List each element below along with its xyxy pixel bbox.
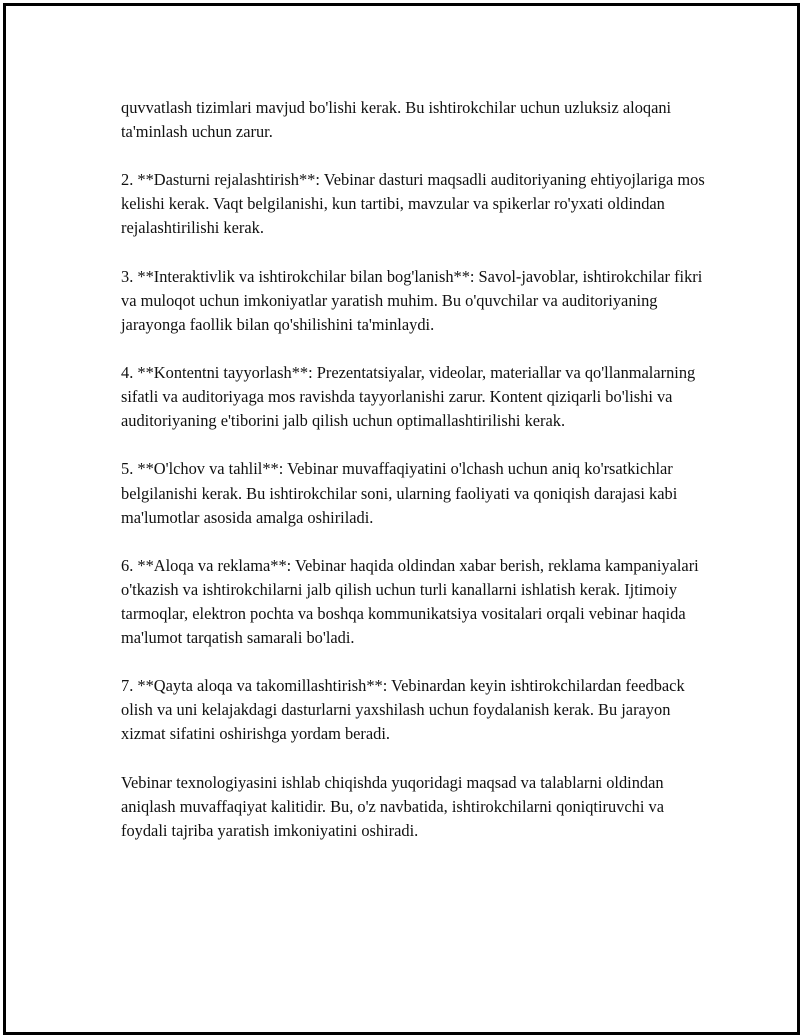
paragraph-continuation: quvvatlash tizimlari mavjud bo'lishi kerak. Bu ishtirokchilar uchun uzluksiz aloqani ta'minlash uchun zarur.	[121, 98, 672, 142]
page-frame	[3, 3, 800, 1035]
paragraph-item-5: 5. **O'lchov va tahlil**: Vebinar muvaffaqiyatini o'lchash uchun aniq ko'rsatkichlar belgilanishi kerak. Bu ishtirokchilar soni, ularning faoliyati va qoniqish darajasi kabi ma'lumotlar asosida amalga oshiriladi.	[121, 459, 678, 527]
paragraph-item-3: 3. **Interaktivlik va ishtirokchilar bilan bog'lanish**: Savol-javoblar, ishtirokchilar fikri va muloqot uchun imkoniyatlar yaratish muhim. Bu o'quvchilar va auditoriyaning jarayonga faollik bilan qo'shilishini ta'minlaydi.	[121, 266, 703, 334]
paragraph-conclusion: Vebinar texnologiyasini ishlab chiqishda yuqoridagi maqsad va talablarni oldindan aniqlash muvaffaqiyat kalitidir. Bu, o'z navbatida, ishtirokchilarni qoniqtiruvchi va foydali tajriba yaratish imkoniyatini oshiradi.	[121, 772, 664, 840]
document-body	[121, 96, 706, 843]
paragraph-item-7: 7. **Qayta aloqa va takomillashtirish**: Vebinardan keyin ishtirokchilardan feedback olish va uni kelajakdagi dasturlarni yaxshilash uchun foydalanish kerak. Bu jarayon xizmat sifatini oshirishga yordam beradi.	[121, 676, 685, 744]
paragraph-item-4: 4. **Kontentni tayyorlash**: Prezentatsiyalar, videolar, materiallar va qo'llanmalarning sifatli va auditoriyaga mos ravishda tayyorlanishi zarur. Kontent qiziqarli bo'lishi va auditoriyaning e'tiborini jalb qilish uchun optimallashtirilishi kerak.	[121, 363, 696, 431]
paragraph-item-2: 2. **Dasturni rejalashtirish**: Vebinar dasturi maqsadli auditoriyaning ehtiyojlariga mos kelishi kerak. Vaqt belgilanishi, kun tartibi, mavzular va spikerlar ro'yxati oldindan rejalashtirilishi kerak.	[121, 170, 705, 238]
paragraph-item-6: 6. **Aloqa va reklama**: Vebinar haqida oldindan xabar berish, reklama kampaniyalari o'tkazish va ishtirokchilarni jalb qilish uchun turli kanallarni ishlatish kerak. Ijtimoiy tarmoqlar, elektron pochta va boshqa kommunikatsiya vositalari orqali vebinar haqida ma'lumot tarqatish samarali bo'ladi.	[121, 555, 699, 648]
